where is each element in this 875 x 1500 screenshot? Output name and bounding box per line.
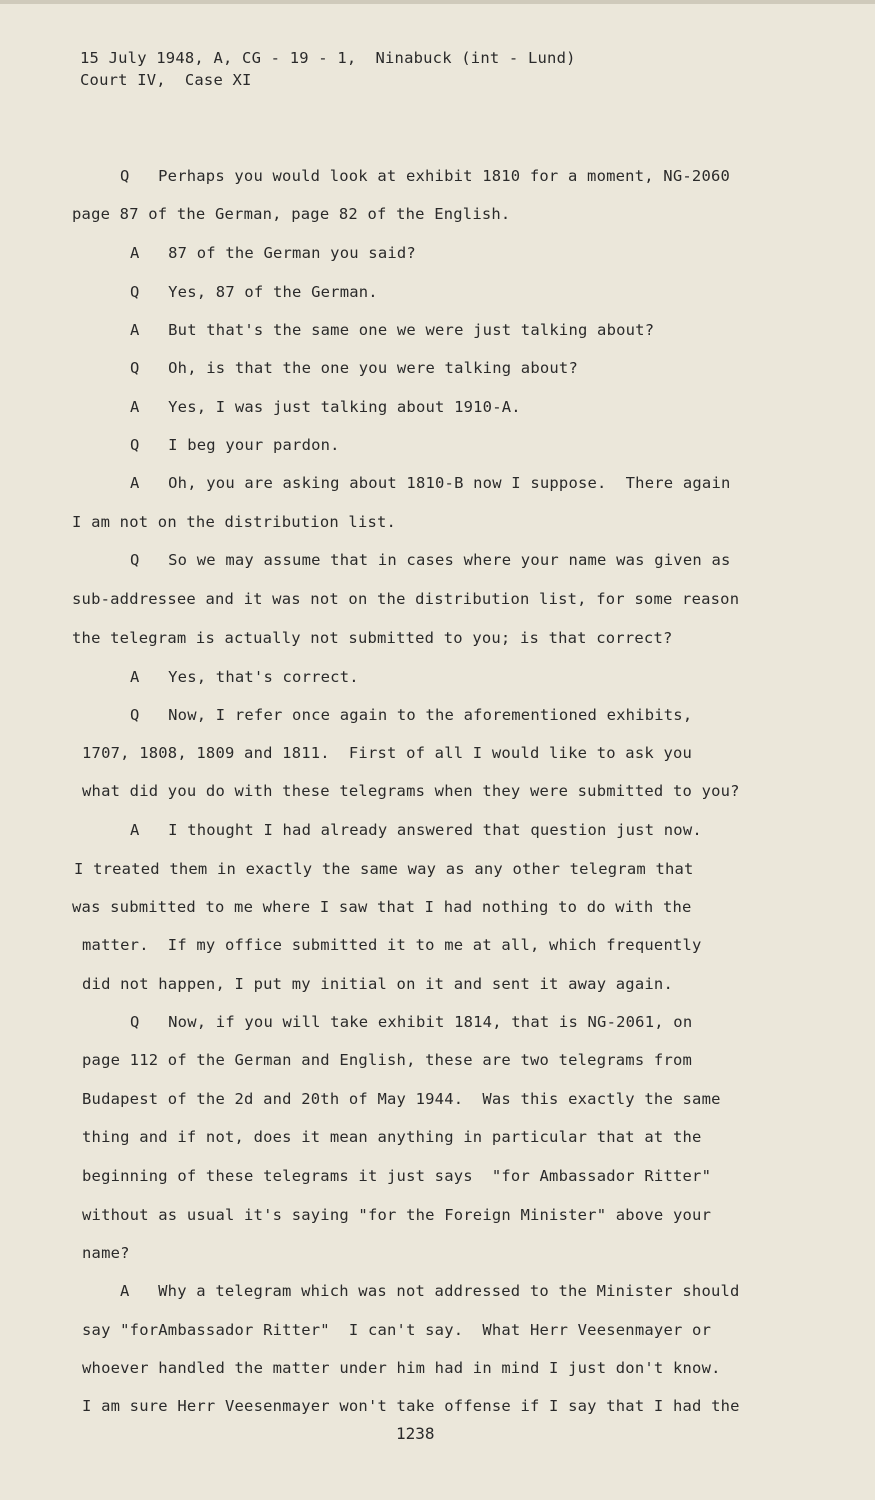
transcript-line: did not happen, I put my initial on it and sent it away again. xyxy=(82,975,673,993)
header-line-court: Court IV, Case XI xyxy=(80,71,252,89)
transcript-line: Q Oh, is that the one you were talking about? xyxy=(130,359,578,377)
transcript-line: I am sure Herr Veesenmayer won't take offense if I say that I had the xyxy=(82,1397,740,1415)
transcript-line: 1707, 1808, 1809 and 1811. First of all I would like to ask you xyxy=(82,744,693,762)
page-number: 1238 xyxy=(396,1424,435,1443)
header-line-date-case: 15 July 1948, A, CG - 19 - 1, Ninabuck (int - Lund) xyxy=(80,49,576,67)
transcript-line: without as usual it's saying "for the Foreign Minister" above your xyxy=(82,1206,712,1224)
transcript-line: page 112 of the German and English, these are two telegrams from xyxy=(82,1051,693,1069)
transcript-line: A I thought I had already answered that question just now. xyxy=(130,821,702,839)
transcript-line: A Yes, I was just talking about 1910-A. xyxy=(130,398,521,416)
transcript-line: A Oh, you are asking about 1810-B now I suppose. There again xyxy=(130,474,731,492)
transcript-line: page 87 of the German, page 82 of the English. xyxy=(72,205,511,223)
transcript-line: Q Perhaps you would look at exhibit 1810 for a moment, NG-2060 xyxy=(120,167,731,185)
transcript-line: A Yes, that's correct. xyxy=(130,668,359,686)
transcript-line: sub-addressee and it was not on the distribution list, for some reason xyxy=(72,590,740,608)
transcript-line: beginning of these telegrams it just says "for Ambassador Ritter" xyxy=(82,1167,712,1185)
transcript-line: the telegram is actually not submitted to you; is that correct? xyxy=(72,629,673,647)
transcript-line: say "forAmbassador Ritter" I can't say. What Herr Veesenmayer or xyxy=(82,1321,712,1339)
transcript-line: Q Now, if you will take exhibit 1814, that is NG-2061, on xyxy=(130,1013,693,1031)
transcript-line: thing and if not, does it mean anything in particular that at the xyxy=(82,1128,702,1146)
transcript-line: I am not on the distribution list. xyxy=(72,513,397,531)
page-top-edge xyxy=(0,0,875,4)
transcript-line: A But that's the same one we were just talking about? xyxy=(130,321,655,339)
transcript-line: was submitted to me where I saw that I had nothing to do with the xyxy=(72,898,692,916)
transcript-line: what did you do with these telegrams when they were submitted to you? xyxy=(82,782,740,800)
transcript-line: Q Yes, 87 of the German. xyxy=(130,283,378,301)
transcript-line: Q Now, I refer once again to the aforementioned exhibits, xyxy=(130,706,693,724)
transcript-line: name? xyxy=(82,1244,130,1262)
transcript-line: matter. If my office submitted it to me at all, which frequently xyxy=(82,936,702,954)
transcript-line: Q So we may assume that in cases where your name was given as xyxy=(130,551,731,569)
transcript-line: whoever handled the matter under him had in mind I just don't know. xyxy=(82,1359,721,1377)
transcript-line: Budapest of the 2d and 20th of May 1944. Was this exactly the same xyxy=(82,1090,721,1108)
transcript-line: A Why a telegram which was not addressed to the Minister should xyxy=(120,1282,740,1300)
transcript-line: I treated them in exactly the same way as any other telegram that xyxy=(74,860,694,878)
transcript-line: A 87 of the German you said? xyxy=(130,244,416,262)
transcript-line: Q I beg your pardon. xyxy=(130,436,340,454)
